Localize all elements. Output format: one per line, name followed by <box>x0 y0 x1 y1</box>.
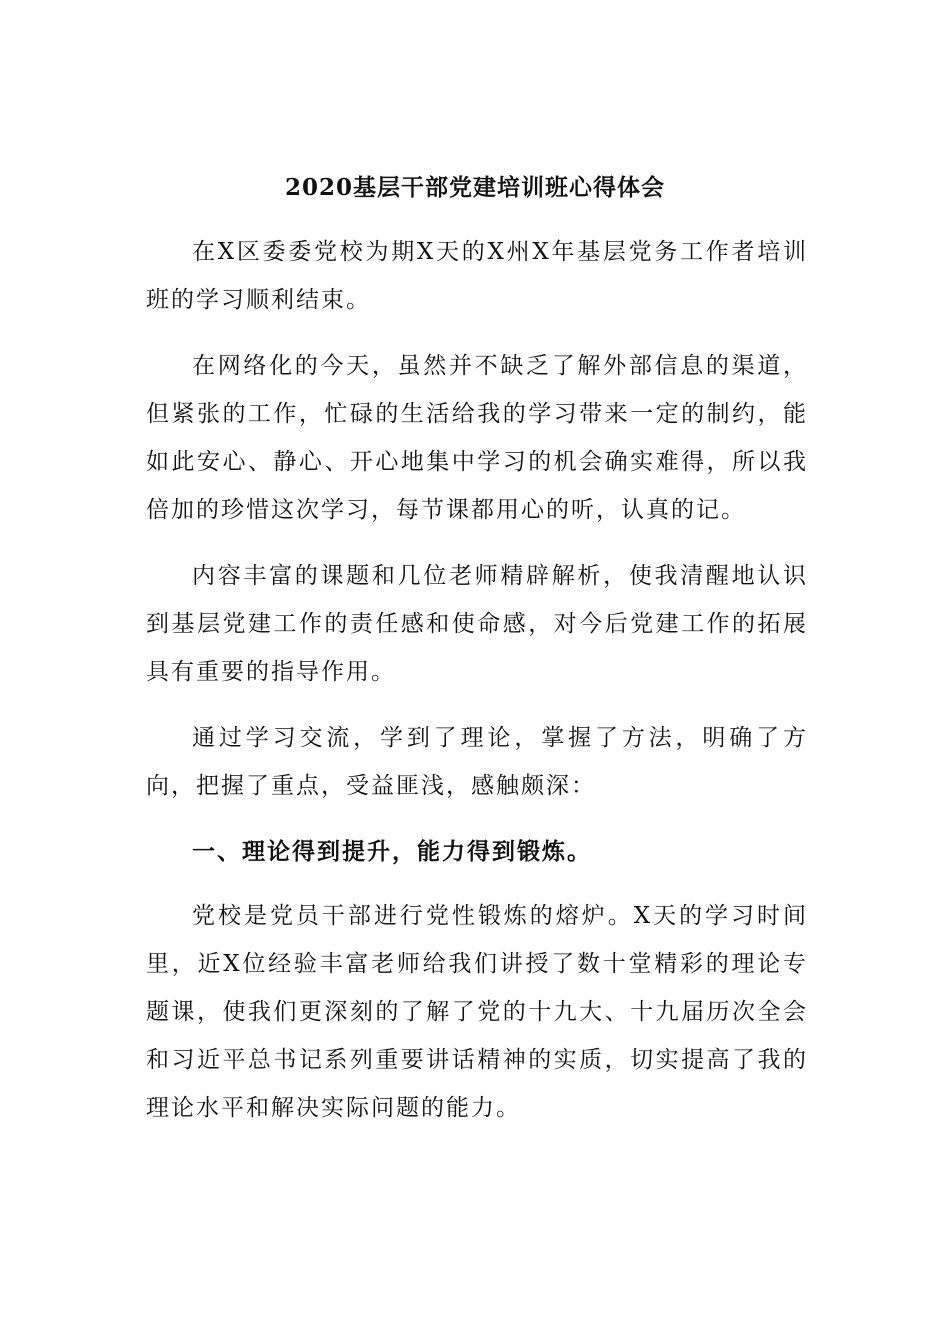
paragraph-content: 内容丰富的课题和几位老师精辟解析，使我清醒地认识到基层党建工作的责任感和使命感，对今后党建工作的拓展具有重要的指导作用。 <box>146 563 808 685</box>
document-title: 2020基层干部党建培训班心得体会 <box>284 174 665 201</box>
document-body <box>146 228 808 1138</box>
paragraph-party-school: 党校是党员干部进行党性锻炼的熔炉。X天的学习时间里，近X位经验丰富老师给我们讲授了数十堂精彩的理论专题课，使我们更深刻的了解了党的十九大、十九届历次全会和习近平总书记系列重要讲话精神的实质，切实提高了我的理论水平和解决实际问题的能力。 <box>146 903 808 1121</box>
paragraph-intro: 在X区委委党校为期X天的X州X年基层党务工作者培训班的学习顺利结束。 <box>146 239 808 313</box>
paragraph-network: 在网络化的今天，虽然并不缺乏了解外部信息的渠道，但紧张的工作，忙碌的生活给我的学习带来一定的制约，能如此安心、静心、开心地集中学习的机会确实难得，所以我倍加的珍惜这次学习，每节课都用心的听，认真的记。 <box>146 353 808 523</box>
paragraph-summary: 通过学习交流，学到了理论，掌握了方法，明确了方向，把握了重点，受益匪浅，感触颇深： <box>146 725 808 799</box>
section-heading-1: 一、理论得到提升，能力得到锻炼。 <box>192 838 592 865</box>
